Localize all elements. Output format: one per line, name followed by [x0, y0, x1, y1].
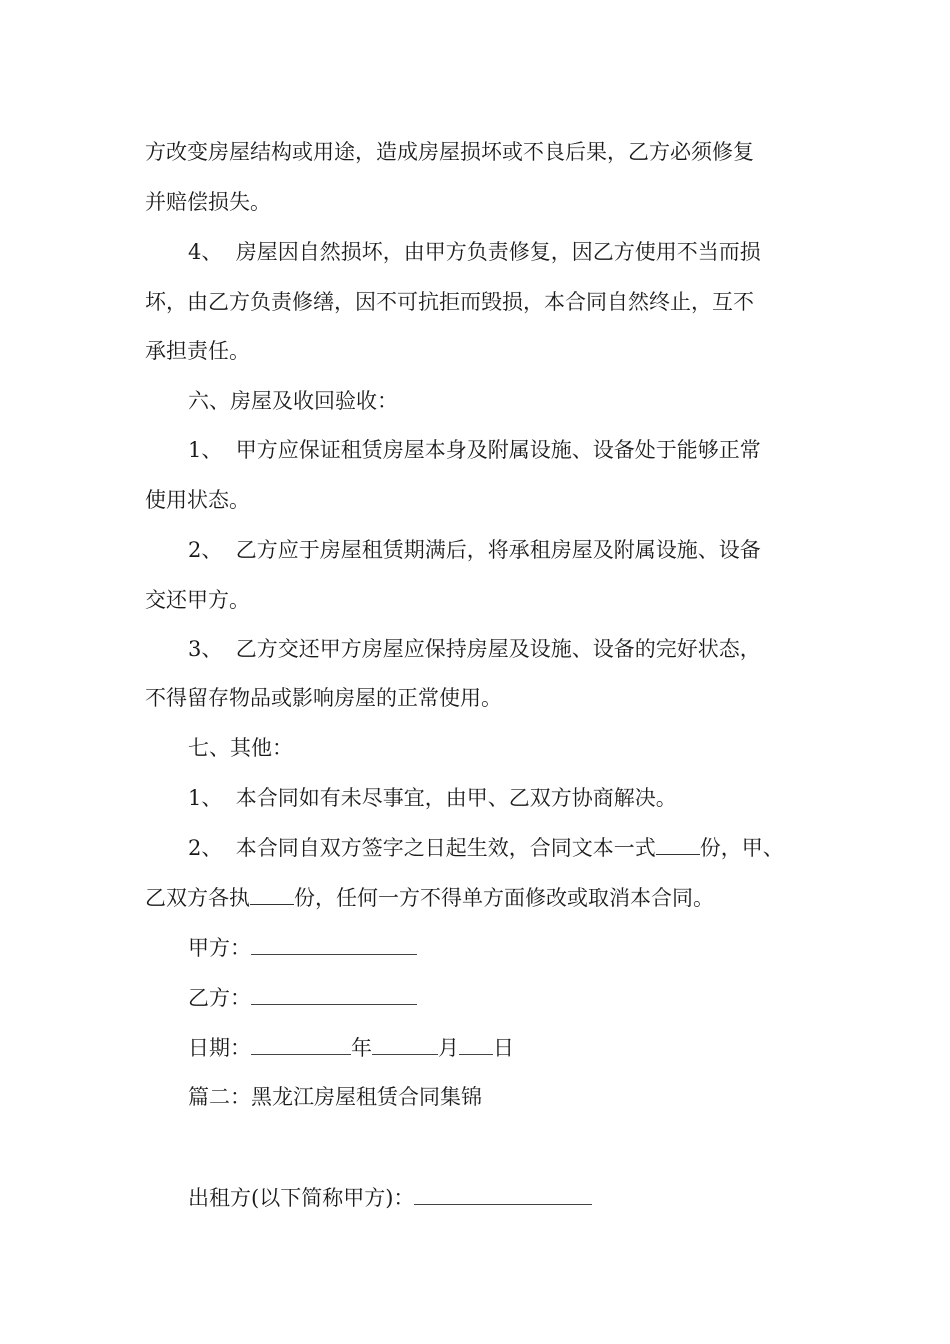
date-line — [188, 1033, 514, 1063]
section-7-heading: 七、其他： — [188, 736, 293, 760]
clause-text: 2、 本合同自双方签字之日起生效，合同文本一式 — [188, 836, 656, 860]
section-7-clause-2 — [145, 883, 714, 913]
lessor-line — [188, 1183, 592, 1213]
section-6-heading: 六、房屋及收回验收： — [188, 389, 398, 413]
month-blank[interactable] — [372, 1036, 438, 1055]
section-7-clause-2 — [188, 833, 784, 863]
paragraph-line: 并赔偿损失。 — [145, 190, 271, 214]
month-label: 月 — [438, 1036, 459, 1060]
section-7-clause-1: 1、 本合同如有未尽事宜，由甲、乙双方协商解决。 — [188, 786, 677, 810]
lessor-blank[interactable] — [414, 1186, 592, 1205]
section-6-clause-1: 使用状态。 — [145, 488, 250, 512]
section-6-clause-2: 2、 乙方应于房屋租赁期满后，将承租房屋及附属设施、设备 — [188, 538, 761, 562]
section-6-clause-2: 交还甲方。 — [145, 588, 250, 612]
party-b-blank[interactable] — [251, 986, 417, 1005]
copies-each-blank[interactable] — [250, 883, 294, 905]
party-b-signature — [188, 983, 417, 1013]
party-a-blank[interactable] — [251, 936, 417, 955]
section-6-clause-1: 1、 甲方应保证租赁房屋本身及附属设施、设备处于能够正常 — [188, 438, 761, 462]
year-label: 年 — [351, 1036, 372, 1060]
lessor-label: 出租方(以下简称甲方)： — [188, 1186, 415, 1210]
day-label: 日 — [493, 1036, 514, 1060]
party-a-signature — [188, 933, 417, 963]
clause-text: 份，任何一方不得单方面修改或取消本合同。 — [294, 886, 714, 910]
paragraph-line: 方改变房屋结构或用途，造成房屋损坏或不良后果，乙方必须修复 — [145, 140, 754, 164]
clause-text: 乙双方各执 — [145, 886, 250, 910]
day-blank[interactable] — [459, 1036, 493, 1055]
clause-4-line: 承担责任。 — [145, 339, 250, 363]
party-a-label: 甲方： — [188, 936, 251, 960]
section-6-clause-3: 3、 乙方交还甲方房屋应保持房屋及设施、设备的完好状态， — [188, 637, 761, 661]
copies-blank[interactable] — [656, 833, 700, 855]
clause-text: 份，甲、 — [699, 836, 784, 860]
party-b-label: 乙方： — [188, 986, 251, 1010]
section-6-clause-3: 不得留存物品或影响房屋的正常使用。 — [145, 686, 502, 710]
clause-4-line: 4、 房屋因自然损坏，由甲方负责修复，因乙方使用不当而损 — [188, 240, 761, 264]
date-label: 日期： — [188, 1036, 251, 1060]
part-2-title: 篇二：黑龙江房屋租赁合同集锦 — [188, 1085, 482, 1109]
clause-4-line: 坏，由乙方负责修缮，因不可抗拒而毁损，本合同自然终止，互不 — [145, 290, 754, 314]
year-blank[interactable] — [251, 1036, 351, 1055]
